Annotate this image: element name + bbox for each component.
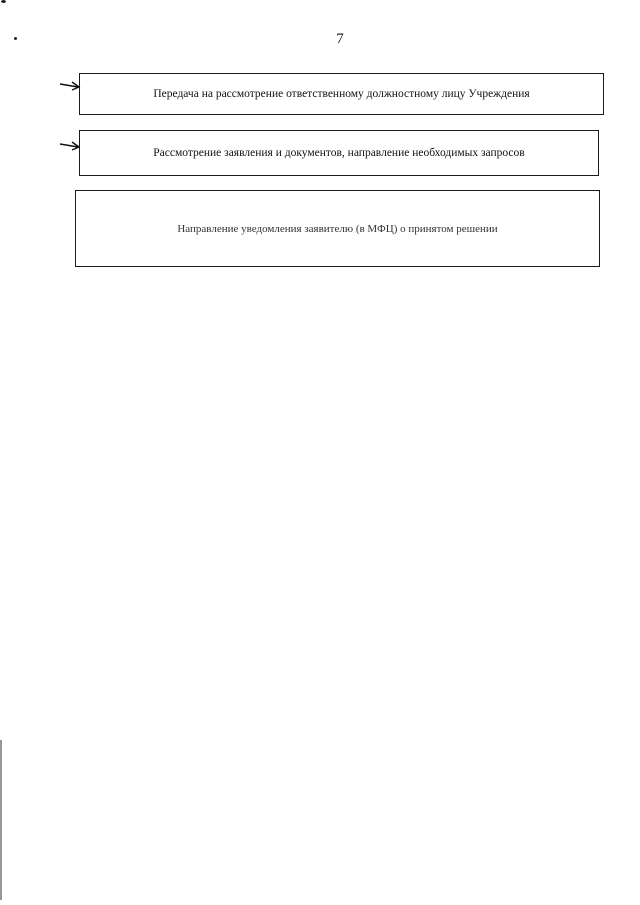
- flow-step-text: Рассмотрение заявления и документов, направление необходимых запросов: [153, 147, 525, 159]
- page-number: 7: [336, 31, 344, 47]
- flow-step-text: Направление уведомления заявителю (в МФЦ) о принятом решении: [177, 222, 498, 235]
- flow-step-review: [79, 130, 599, 176]
- scan-edge: [0, 740, 2, 900]
- scan-speck: [1, 0, 6, 3]
- flow-step-text: Передача на рассмотрение ответственному должностному лицу Учреждения: [153, 88, 530, 100]
- flow-step-transfer: [79, 73, 604, 115]
- flow-step-notification: [75, 190, 600, 267]
- scan-speck: [14, 37, 17, 40]
